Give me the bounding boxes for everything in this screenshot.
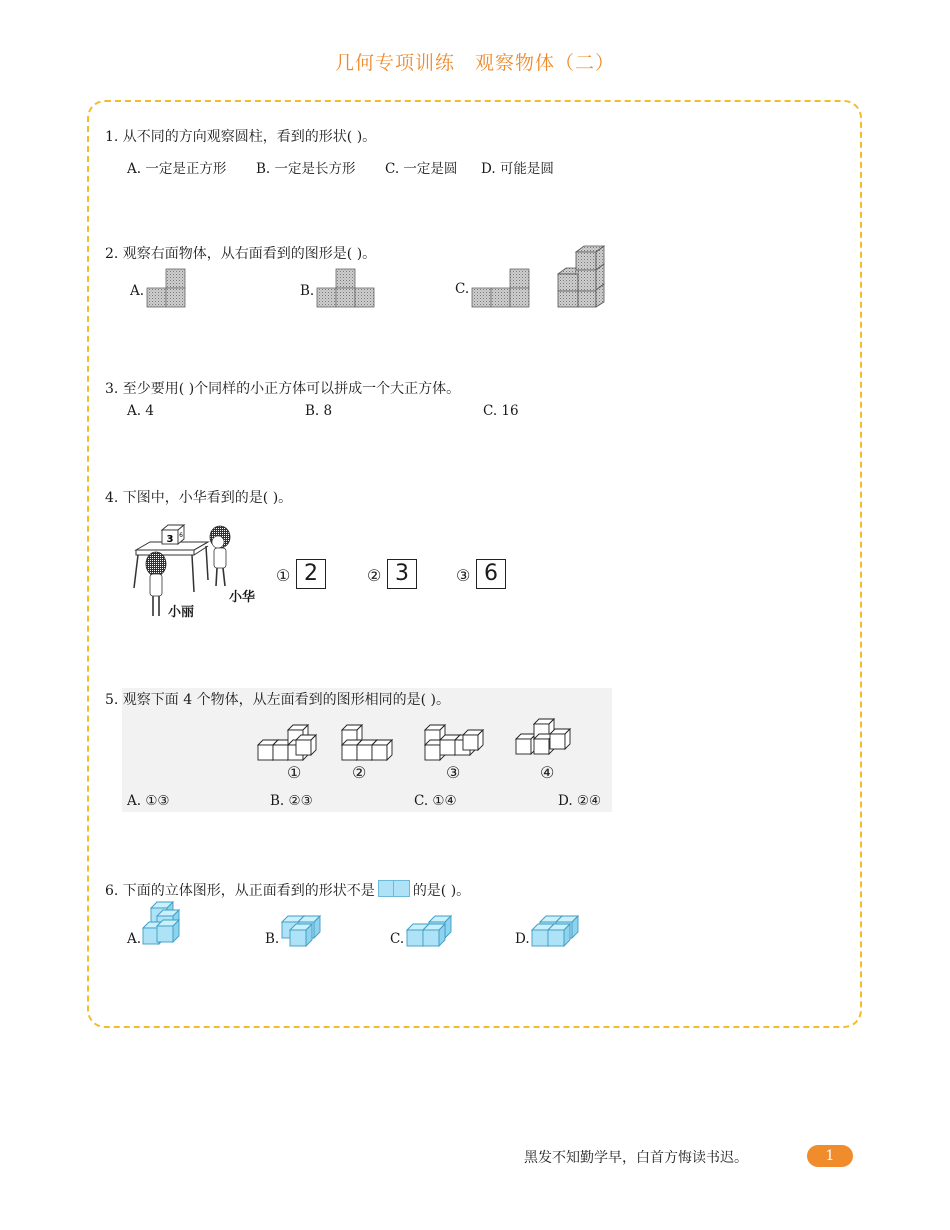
footer-motto: 黑发不知勤学早，白首方悔读书迟。 [524,1150,748,1166]
q5-figure-4-label: ④ [540,763,555,782]
q6-option-b[interactable]: B. [265,931,280,947]
q1-option-d[interactable]: D. 可能是圆 [481,161,554,177]
q5-figure-1 [256,720,320,762]
q2-option-a-figure [146,268,188,310]
q5-figure-2-label: ② [352,763,367,782]
q6-option-b-figure [280,914,324,948]
q4-choice-2-box[interactable]: 3 [387,559,417,589]
q3-text: 3. 至少要用( )个同样的小正方体可以拼成一个大正方体。 [105,381,461,397]
q1-option-c[interactable]: C. 一定是圆 [385,161,458,177]
q6-text [105,880,470,900]
q6-option-c-figure [405,914,457,948]
q3-option-b[interactable]: B. 8 [305,403,333,419]
q5-figure-1-label: ① [287,763,302,782]
q5-text: 5. 观察下面 4 个物体，从左面看到的图形相同的是( )。 [105,692,450,708]
q2-option-a[interactable]: A. [130,283,145,299]
q4-cube-side-number: 6 [179,532,183,539]
q3-option-a[interactable]: A. 4 [127,403,154,419]
q4-label-xiaohua: 小华 [229,590,256,605]
page-number: 1 [807,1145,853,1167]
q6-option-a-figure [141,898,183,948]
q4-choice-1-box[interactable]: 2 [296,559,326,589]
q4-text: 4. 下图中，小华看到的是( )。 [105,490,293,506]
q2-object-figure [554,244,610,308]
q4-choice-3-box[interactable]: 6 [476,559,506,589]
q6-text-before: 6. 下面的立体图形，从正面看到的形状不是 [105,883,375,899]
page-title: 几何专项训练 观察物体（二） [334,52,615,74]
q6-text-after: 的是( )。 [412,883,471,899]
q4-cube-front-number: 3 [166,534,174,545]
q4-choice-1-marker: ① [276,566,291,585]
q6-option-d-figure [530,914,582,948]
q1-option-a[interactable]: A. 一定是正方形 [127,161,227,177]
q4-scene-illustration [128,520,268,622]
q2-option-b-figure [316,268,376,310]
q1-option-b[interactable]: B. 一定是长方形 [256,161,356,177]
q5-option-c[interactable]: C. ①④ [414,793,457,809]
q3-option-c[interactable]: C. 16 [483,403,519,419]
q5-option-b[interactable]: B. ②③ [270,793,313,809]
q6-two-square-shape [378,880,410,897]
q2-option-c[interactable]: C. [455,281,470,297]
q4-choice-3-marker: ③ [456,566,471,585]
q5-option-d[interactable]: D. ②④ [558,793,602,809]
q2-option-b[interactable]: B. [300,283,315,299]
q6-option-a[interactable]: A. [127,931,142,947]
q4-choice-2-marker: ② [367,566,382,585]
q5-figure-4 [514,714,574,756]
q6-option-d[interactable]: D. [515,931,530,947]
q4-label-xiaoli: 小丽 [168,605,195,620]
q1-text: 1. 从不同的方向观察圆柱，看到的形状( )。 [105,129,377,145]
q5-figure-3-label: ③ [446,763,461,782]
q5-option-a[interactable]: A. ①③ [127,793,170,809]
q2-option-c-figure [471,268,531,310]
q5-figure-3 [423,720,487,762]
q5-figure-2 [340,720,400,762]
q6-option-c[interactable]: C. [390,931,405,947]
q2-text: 2. 观察右面物体，从右面看到的图形是( )。 [105,246,377,262]
